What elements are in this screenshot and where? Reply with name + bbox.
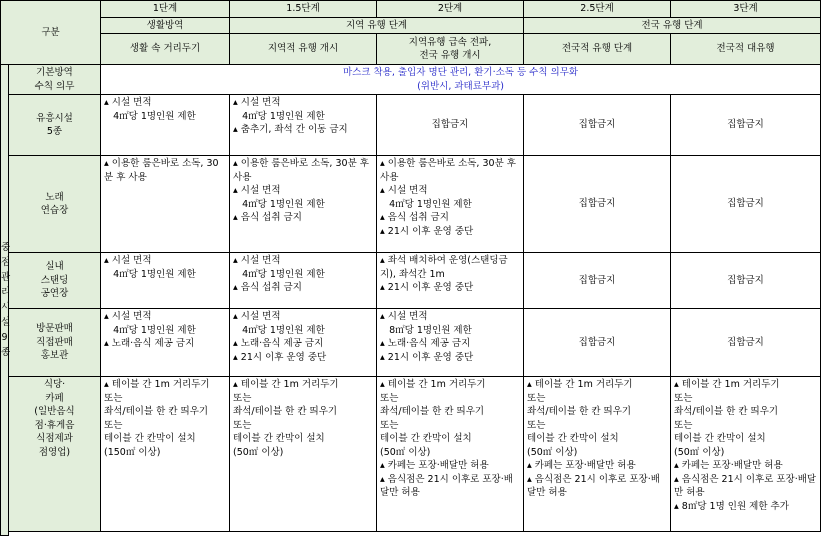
sales-stage-2 <box>377 309 524 377</box>
restaurant-stage-3-text: ▴ 테이블 간 1m 거리두기 또는 좌석/테이블 한 칸 띄우기 또는 테이블 간 칸막이 설치 (50㎡ 이상) ▴ 카페는 포장·배달만 허용 ▴ 음식점은 21시 이후로 포장·배달만 허용 ▴ 8㎡당 1명 인원 제한 추가 <box>674 379 817 512</box>
row-label-restaurant-cafe-text: 식당· 카페 (일반음식 점·휴게음 식점제과 점영업) <box>34 379 75 458</box>
row-label-entertainment <box>9 95 101 156</box>
row-label-entertainment-text: 유흥시설 5종 <box>36 112 73 137</box>
table-bottom-filler <box>9 532 821 536</box>
karaoke-stage-1 <box>101 156 230 253</box>
sales-stage-1-5 <box>230 309 377 377</box>
restaurant-stage-2-5-text: ▴ 테이블 간 1m 거리두기 또는 좌석/테이블 한 칸 띄우기 또는 테이블 간 칸막이 설치 (50㎡ 이상) ▴ 카페는 포장·배달만 허용 ▴ 음식점은 21시 이후로 포장·배달만 허용 <box>527 379 660 498</box>
standing-stage-2-5: 집합금지 <box>524 253 671 309</box>
entertainment-stage-1-5 <box>230 95 377 156</box>
standing-stage-2-text: ▴ 좌석 배치하여 운영(스탠딩금지), 좌석간 1m ▴ 21시 이후 운영 중단 <box>380 255 508 293</box>
stage-2-header: 2단계 <box>377 1 524 18</box>
sub-header-5 <box>671 34 821 65</box>
standing-stage-1 <box>101 253 230 309</box>
standing-stage-1-5-text: ▴ 시설 면적 4㎡당 1명인원 제한 ▴ 음식 섭취 금지 <box>233 255 325 293</box>
entertainment-stage-3: 집합금지 <box>671 95 821 156</box>
row-label-restaurant-cafe <box>9 377 101 532</box>
restaurant-stage-2-text: ▴ 테이블 간 1m 거리두기 또는 좌석/테이블 한 칸 띄우기 또는 테이블 간 칸막이 설치 (50㎡ 이상) ▴ 카페는 포장·배달만 허용 ▴ 음식점은 21시 이후로 포장·배달만 허용 <box>380 379 513 498</box>
sales-stage-2-5: 집합금지 <box>524 309 671 377</box>
sub-header-4 <box>524 34 671 65</box>
row-label-basic-text: 기본방역 수칙 의무 <box>34 67 75 92</box>
standing-stage-2 <box>377 253 524 309</box>
row-label-basic <box>9 65 101 95</box>
category-key-facilities <box>1 65 9 536</box>
entertainment-stage-2-5: 집합금지 <box>524 95 671 156</box>
sub-header-5-text: 전국적 대유행 <box>716 43 775 55</box>
entertainment-stage-1-5-text: ▴ 시설 면적 4㎡당 1명인원 제한 ▴ 춤추기, 좌석 간 이동 금지 <box>233 97 348 135</box>
sales-stage-2-text: ▴ 시설 면적 8㎡당 1명인원 제한 ▴ 노래·음식 제공 금지 ▴ 21시 이후 운영 중단 <box>380 311 474 363</box>
stage-1-5-header: 1.5단계 <box>230 1 377 18</box>
stage-2-5-header: 2.5단계 <box>524 1 671 18</box>
entertainment-stage-1 <box>101 95 230 156</box>
sub-header-1 <box>101 34 230 65</box>
standing-stage-3: 집합금지 <box>671 253 821 309</box>
group-header-regional: 지역 유행 단계 <box>230 17 524 34</box>
karaoke-stage-1-5 <box>230 156 377 253</box>
restaurant-stage-2-5 <box>524 377 671 532</box>
karaoke-stage-2 <box>377 156 524 253</box>
karaoke-stage-2-text: ▴ 이용한 룸은바로 소독, 30분 후 사용 ▴ 시설 면적 4㎡당 1명인원 제한 ▴ 음식 섭취 금지 ▴ 21시 이후 운영 중단 <box>380 158 516 237</box>
row-label-door-to-door-text: 방문판매 직접판매 홍보관 <box>36 323 73 362</box>
entertainment-stage-2: 집합금지 <box>377 95 524 156</box>
basic-rule-cell <box>101 65 821 95</box>
sub-header-2 <box>230 34 377 65</box>
stage-3-header: 3단계 <box>671 1 821 18</box>
sub-header-3 <box>377 34 524 65</box>
row-label-karaoke <box>9 156 101 253</box>
karaoke-stage-1-text: ▴ 이용한 룸은바로 소독, 30분 후 사용 <box>104 158 219 183</box>
restaurant-stage-1 <box>101 377 230 532</box>
stage-1-header: 1단계 <box>101 1 230 18</box>
gubun-header: 구분 <box>1 1 101 65</box>
restaurant-stage-1-5-text: ▴ 테이블 간 1m 거리두기 또는 좌석/테이블 한 칸 띄우기 또는 테이블 간 칸막이 설치 (50㎡ 이상) <box>233 379 339 458</box>
sub-header-2-text: 지역적 유행 개시 <box>267 43 339 55</box>
sub-header-4-text: 전국적 유행 단계 <box>561 43 633 55</box>
entertainment-stage-1-text: ▴ 시설 면적 4㎡당 1명인원 제한 <box>104 97 196 122</box>
restaurant-stage-1-text: ▴ 테이블 간 1m 거리두기 또는 좌석/테이블 한 칸 띄우기 또는 테이블 간 칸막이 설치 (150㎡ 이상) <box>104 379 210 458</box>
karaoke-stage-3: 집합금지 <box>671 156 821 253</box>
group-header-living: 생활방역 <box>101 17 230 34</box>
karaoke-stage-1-5-text: ▴ 이용한 룸은바로 소독, 30분 후 사용 ▴ 시설 면적 4㎡당 1명인원 제한 ▴ 음식 섭취 금지 <box>233 158 369 223</box>
basic-rule-text: 마스크 착용, 출입자 명단 관리, 환기·소독 등 수칙 의무화 (위반시, 과태료부과) <box>342 67 579 92</box>
sales-stage-3: 집합금지 <box>671 309 821 377</box>
sales-stage-1-text: ▴ 시설 면적 4㎡당 1명인원 제한 ▴ 노래·음식 제공 금지 <box>104 311 196 349</box>
sales-stage-1-5-text: ▴ 시설 면적 4㎡당 1명인원 제한 ▴ 노래·음식 제공 금지 ▴ 21시 이후 운영 중단 <box>233 311 327 363</box>
restaurant-stage-2 <box>377 377 524 532</box>
sub-header-3-text: 지역유행 급속 전파, 전국 유행 개시 <box>408 36 492 61</box>
restaurant-stage-1-5 <box>230 377 377 532</box>
row-label-standing-venue <box>9 253 101 309</box>
category-key-facilities-text: 중점 관리 시설 9종 <box>1 242 11 358</box>
row-label-karaoke-text: 노래 연습장 <box>40 191 69 216</box>
group-header-national: 전국 유행 단계 <box>524 17 821 34</box>
sales-stage-1 <box>101 309 230 377</box>
sub-header-1-text: 생활 속 거리두기 <box>129 43 201 55</box>
row-label-standing-venue-text: 실내 스탠딩 공연장 <box>40 261 69 300</box>
restaurant-stage-3 <box>671 377 821 532</box>
standing-stage-1-5 <box>230 253 377 309</box>
karaoke-stage-2-5: 집합금지 <box>524 156 671 253</box>
row-label-door-to-door <box>9 309 101 377</box>
standing-stage-1-text: ▴ 시설 면적 4㎡당 1명인원 제한 <box>104 255 196 280</box>
